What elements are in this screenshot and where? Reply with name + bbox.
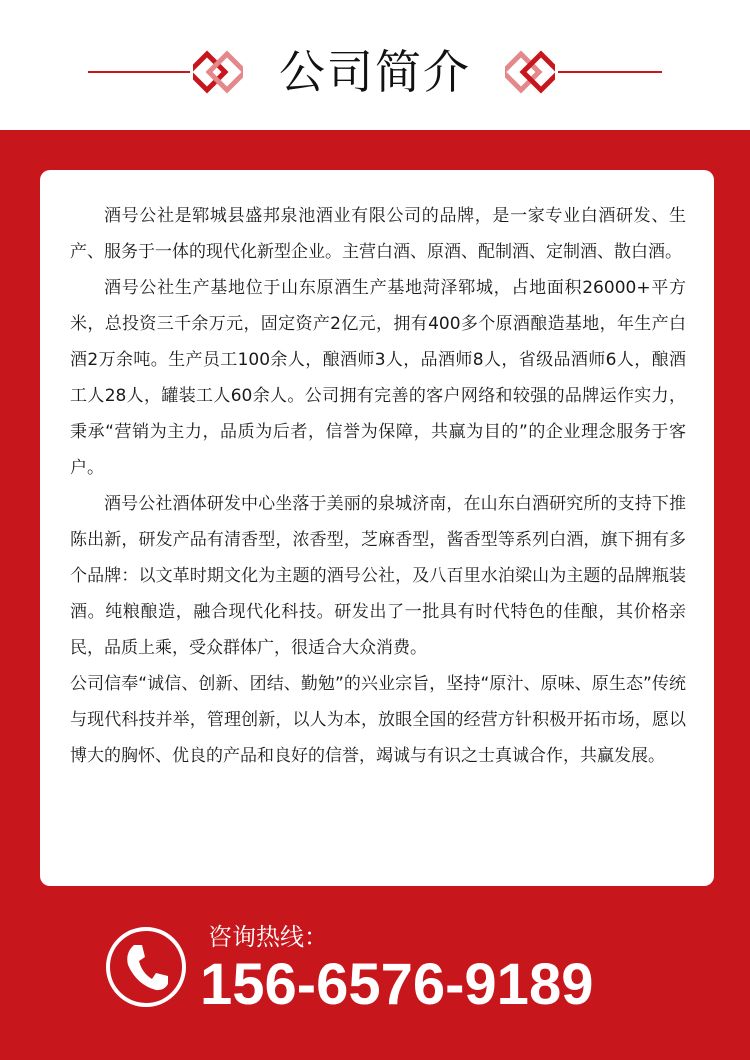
intro-paragraph: 酒号公社生产基地位于山东原酒生产基地菏泽郓城，占地面积26000+平方米，总投资三千余万元，固定资产2亿元，拥有400多个原酒酿造基地，年生产白酒2万余吨。生产员工100余人，酿酒师3人，品酒师8人，省级品酒师6人，酿酒工人28人，罐装工人60余人。公司拥有完善的客户网络和较强的品牌运作实力，秉承“营销为主力，品质为后者，信誉为保障，共赢为目的”的企业理念服务于客户。 bbox=[70, 278, 686, 478]
header-divider-left bbox=[88, 71, 190, 73]
diamond-ornament-right-icon bbox=[505, 50, 555, 94]
contact-hotline[interactable] bbox=[104, 915, 664, 1025]
intro-paragraph: 公司信奉“诚信、创新、团结、勤勉”的兴业宗旨，坚持“原汁、原味、原生态”传统与现代科技并举，管理创新，以人为本，放眼全国的经营方针积极开拓市场，愿以博大的胸怀、优良的产品和良好的信誉，竭诚与有识之士真诚合作，共赢发展。 bbox=[70, 674, 686, 766]
hotline-number[interactable]: 156-6576-9189 bbox=[200, 952, 594, 1017]
intro-paragraph: 酒号公社是郓城县盛邦泉池酒业有限公司的品牌，是一家专业白酒研发、生产、服务于一体的现代化新型企业。主营白酒、原酒、配制酒、定制酒、散白酒。 bbox=[70, 206, 686, 262]
intro-card bbox=[40, 170, 714, 886]
page-title: 公司简介 bbox=[279, 45, 471, 99]
phone-icon bbox=[104, 925, 188, 1009]
intro-text bbox=[70, 198, 686, 774]
header bbox=[0, 0, 750, 130]
header-divider-right bbox=[558, 71, 662, 73]
hotline-label: 咨询热线： bbox=[208, 923, 328, 951]
diamond-ornament-left-icon bbox=[193, 50, 243, 94]
intro-paragraph: 酒号公社酒体研发中心坐落于美丽的泉城济南，在山东白酒研究所的支持下推陈出新，研发产品有清香型，浓香型，芝麻香型，酱香型等系列白酒，旗下拥有多个品牌：以文革时期文化为主题的酒号公社，及八百里水泊梁山为主题的品牌瓶装酒。纯粮酿造，融合现代化科技。研发出了一批具有时代特色的佳酿，其价格亲民，品质上乘，受众群体广，很适合大众消费。 bbox=[70, 494, 686, 658]
